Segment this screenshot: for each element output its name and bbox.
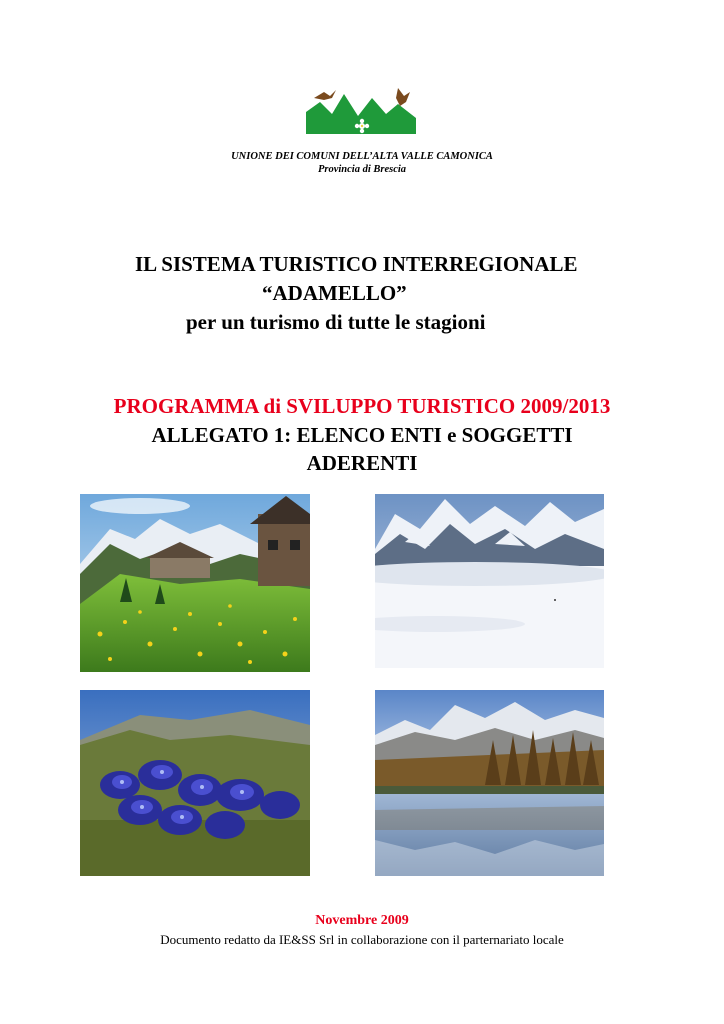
photo-mountain-lake <box>375 690 604 876</box>
logo <box>306 84 416 134</box>
publication-date: Novembre 2009 <box>315 913 409 928</box>
org-name: UNIONE DEI COMUNI DELL’ALTA VALLE CAMONICA <box>231 151 493 162</box>
photo-alpine-meadow <box>80 494 310 672</box>
document-credit: Documento redatto da IE&SS Srl in collaborazione con il parternariato locale <box>160 932 564 947</box>
program-title: PROGRAMMA di SVILUPPO TURISTICO 2009/2013 <box>113 394 611 418</box>
title-line1: IL SISTEMA TURISTICO INTERREGIONALE <box>135 252 578 276</box>
title-line3: per un turismo di tutte le stagioni <box>186 310 486 334</box>
org-province: Provincia di Brescia <box>317 164 407 175</box>
attachment-title-cont: ADERENTI <box>306 451 418 475</box>
photo-snowy-mountains <box>375 494 604 668</box>
photo-gentian-flowers <box>80 690 310 876</box>
title-line2: “ADAMELLO” <box>262 281 407 305</box>
attachment-title: ALLEGATO 1: ELENCO ENTI e SOGGETTI <box>151 423 573 447</box>
org-header <box>0 150 724 176</box>
